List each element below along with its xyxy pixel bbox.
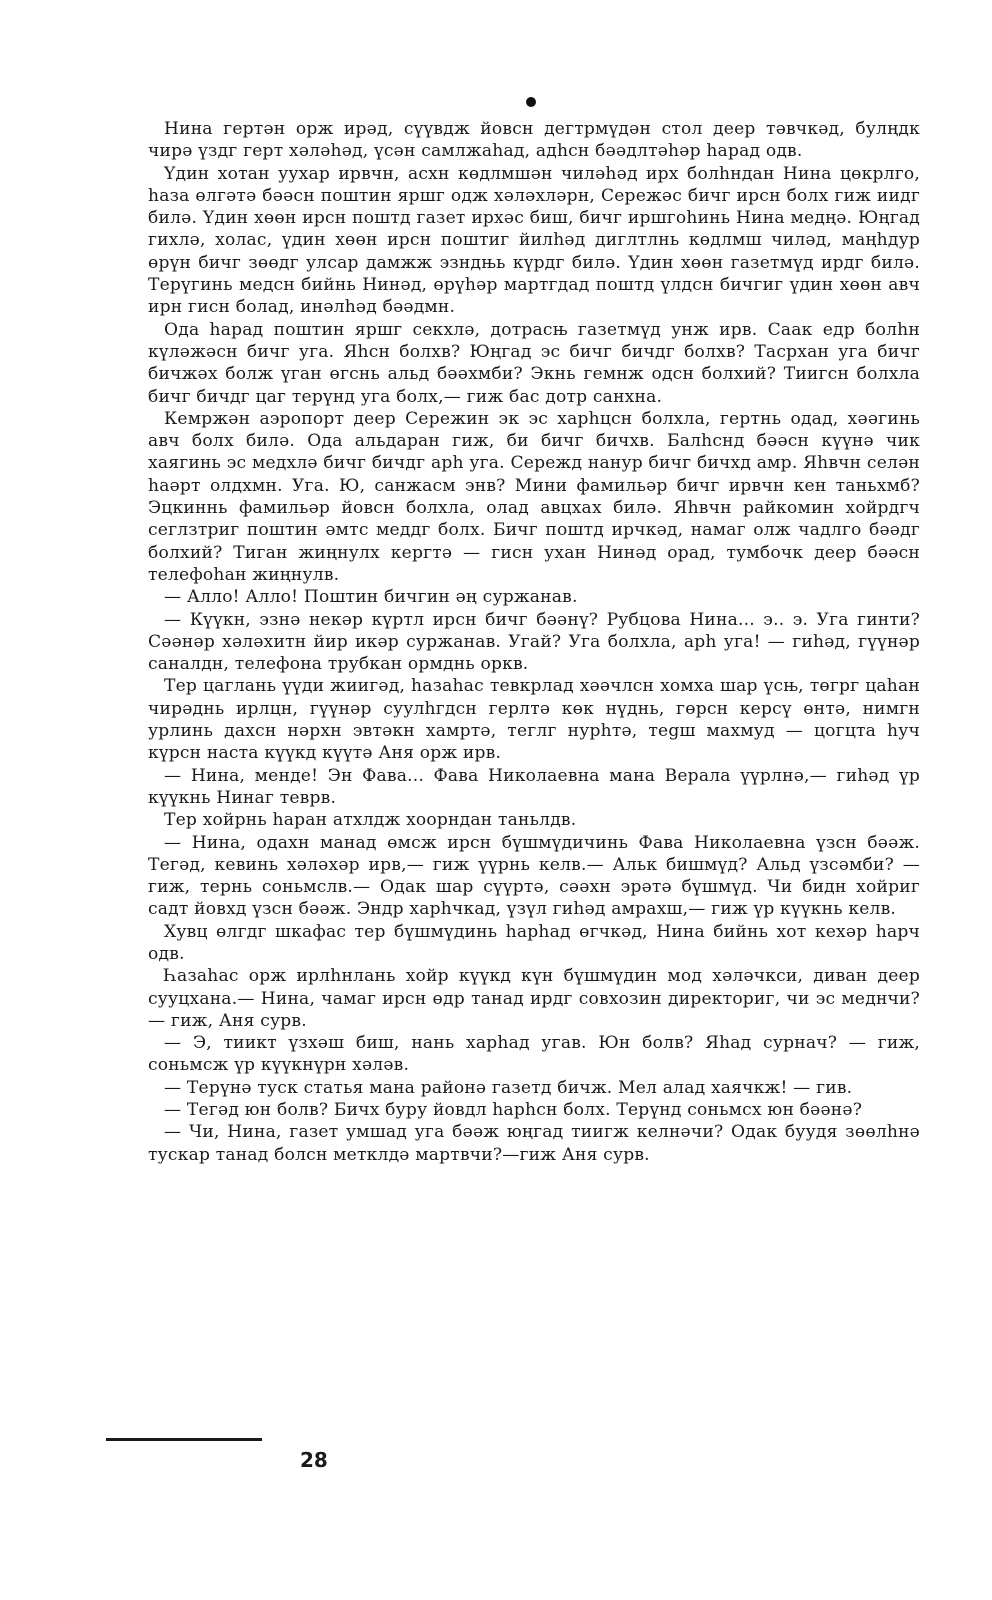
- paragraph: Һазаһас орж ирлһнлань хойр күүкд күн бүшмүдин мод хәләчкси, диван деер сууцхана.— Нина, чамаг ирсн өдр танад ирдг совхозин директориг, чи эс меднчи? — гиж, Аня сурв.: [148, 966, 920, 1031]
- top-dot-mark: [526, 97, 536, 107]
- paragraph: — Э, тиикт үзхәш биш, нань харһад угав. Юн болв? Яһад сурнач? — гиж, соньмсж үр күүкнүрн хәләв.: [148, 1033, 920, 1076]
- paragraph: Нина гертән орж ирәд, сүүвдж йовсн дегтрмүдән стол деер тәвчкәд, булңдк чирә үздг герт хәләһәд, үсән самлжаһад, адһсн бәәдлтәһәр һарад одв.: [148, 119, 920, 162]
- paragraph: — Тегәд юн болв? Бичх буру йовдл һарһсн болх. Терүнд соньмсх юн бәәнә?: [164, 1100, 863, 1121]
- paragraph: Хувц өлгдг шкафас тер бүшмүдинь һарһад өгчкәд, Нина бийнь хот кехәр һарч одв.: [148, 921, 920, 964]
- paragraph: — Терүнә туск статья мана районә газетд бичж. Мел алад хаячкж! — гив.: [164, 1077, 853, 1098]
- paragraph: — Алло! Алло! Поштин бичгин әң суржанав.: [164, 587, 578, 608]
- paragraph: Үдин хотан уухар ирвчн, асхн көдлмшән чиләһәд ирх болһндан Нина цөкрлго, һаза өлгәтә бәәсн поштин яршг одж хәләхләрн, Сережәс бичг ирсн болх гиж иидг билә. Үдин хөөн ирсн поштд газет ирхәс биш, бичг иршгоһинь Нина медңә. Юңгад гихлә, холас, үдин хөөн ирсн поштиг йилһәд диглтлнь көдлмш чиләд, маңһдур өрүн бичг зөөдг улсар дамжж эзндњь күрдг билә. Үдин хөөн газетмүд ирдг билә. Терүгинь медсн бийнь Нинәд, өрүһәр мартгдад поштд үлдсн бичгиг үдин хөөн авч ирн гисн болад, инәлһәд бәәдмн.: [148, 163, 920, 318]
- page-number: 28: [300, 1448, 328, 1472]
- paragraph: Тер цаглань үүди жиигәд, һазаһас тевкрлад хәәчлсн хомха шар үсњ, төгрг цаһан чирәднь ирлцн, гүүнәр суулһгдсн герлтә көк нүднь, гөрсн керсү өнтә, нимгн урлинь дахсн нәрхн эвтәкн хамртә, теглг нурһтә, теgш махмуд — цогцта һуч күрсн наста күүкд күүтә Аня орж ирв.: [148, 676, 920, 764]
- paragraph: Тер хойрнь һаран атхлдж хоорндан таньлдв.: [164, 810, 577, 831]
- body-text: [148, 118, 920, 1166]
- paragraph: Ода һарад поштин яршг секхлә, дотрасњ газетмүд унж ирв. Саак едр болһн күләжәсн бичг уга. Яһсн болхв? Юңгад эс бичг бичдг болхв? Тасрхан уга бичг бичжәх болж үган өгснь альд бәәхмби? Экнь гемнж одсн болхий? Тиигсн болхла бичг бичдг цаг терүнд уга болх,— гиж бас дотр санхна.: [148, 319, 920, 407]
- paragraph: — Күүкн, эзнә некәр күртл ирсн бичг бәәнү? Рубцова Нина... э.. э. Уга гинти? Сәәнәр хәләхитн йир икәр суржанав. Угай? Уга болхла, арһ уга! — гиһәд, гүүнәр саналдн, телефона трубкан ормднь оркв.: [148, 609, 920, 675]
- paragraph: — Нина, менде! Эн Фава... Фава Николаевна мана Верала үүрлнә,— гиһәд үр күүкнь Нинаг теврв.: [148, 765, 920, 808]
- paragraph: Кемржән аэропорт деер Сережин эк эс харһцсн болхла, гертнь одад, хәәгинь авч болх билә. Ода альдаран гиж, би бичг бичхв. Балһснд бәәсн күүнә чик хаягинь эс медхлә бичг бичдг арһ уга. Сережд нанур бичг бичхд амр. Яһвчн селән һаәрт олдхмн. Уга. Ю, санжасм энв? Мини фамильәр бичг ирвчн кен таньхмб? Эцкиннь фамильәр йовсн болхла, олад авцхах билә. Яһвчн райкомин хойрдгч сеглзтриг поштин әмтс меддг болх. Бичг поштд ирчкәд, намаг олж чадлго бәәдг болхий? Тиган жиңнулх кергтә — гисн ухан Нинәд орад, тумбочк деер бәәсн телефоһан жиңнулв.: [148, 408, 920, 585]
- paragraph: — Чи, Нина, газет умшад уга бәәж юңгад тиигж келнәчи? Одак буудя зөөлһнә тускар танад болсн метклдә мартвчи?—гиж Аня сурв.: [148, 1122, 920, 1165]
- footnote-rule: [106, 1438, 262, 1441]
- paragraph: — Нина, одахн манад өмсж ирсн бүшмүдичинь Фава Николаевна үзсн бәәж. Тегәд, кевинь хәләхәр ирв,— гиж үүрнь келв.— Альк бишмүд? Альд үзсәмби? — гиж, тернь соньмслв.— Одак шар сүүртә, сәәхн эрәтә бүшмүд. Чи бидн хойриг садт йовхд үзсн бәәж. Эндр харһчкад, үзүл гиһәд амрахш,— гиж үр күүкнь келв.: [148, 832, 920, 920]
